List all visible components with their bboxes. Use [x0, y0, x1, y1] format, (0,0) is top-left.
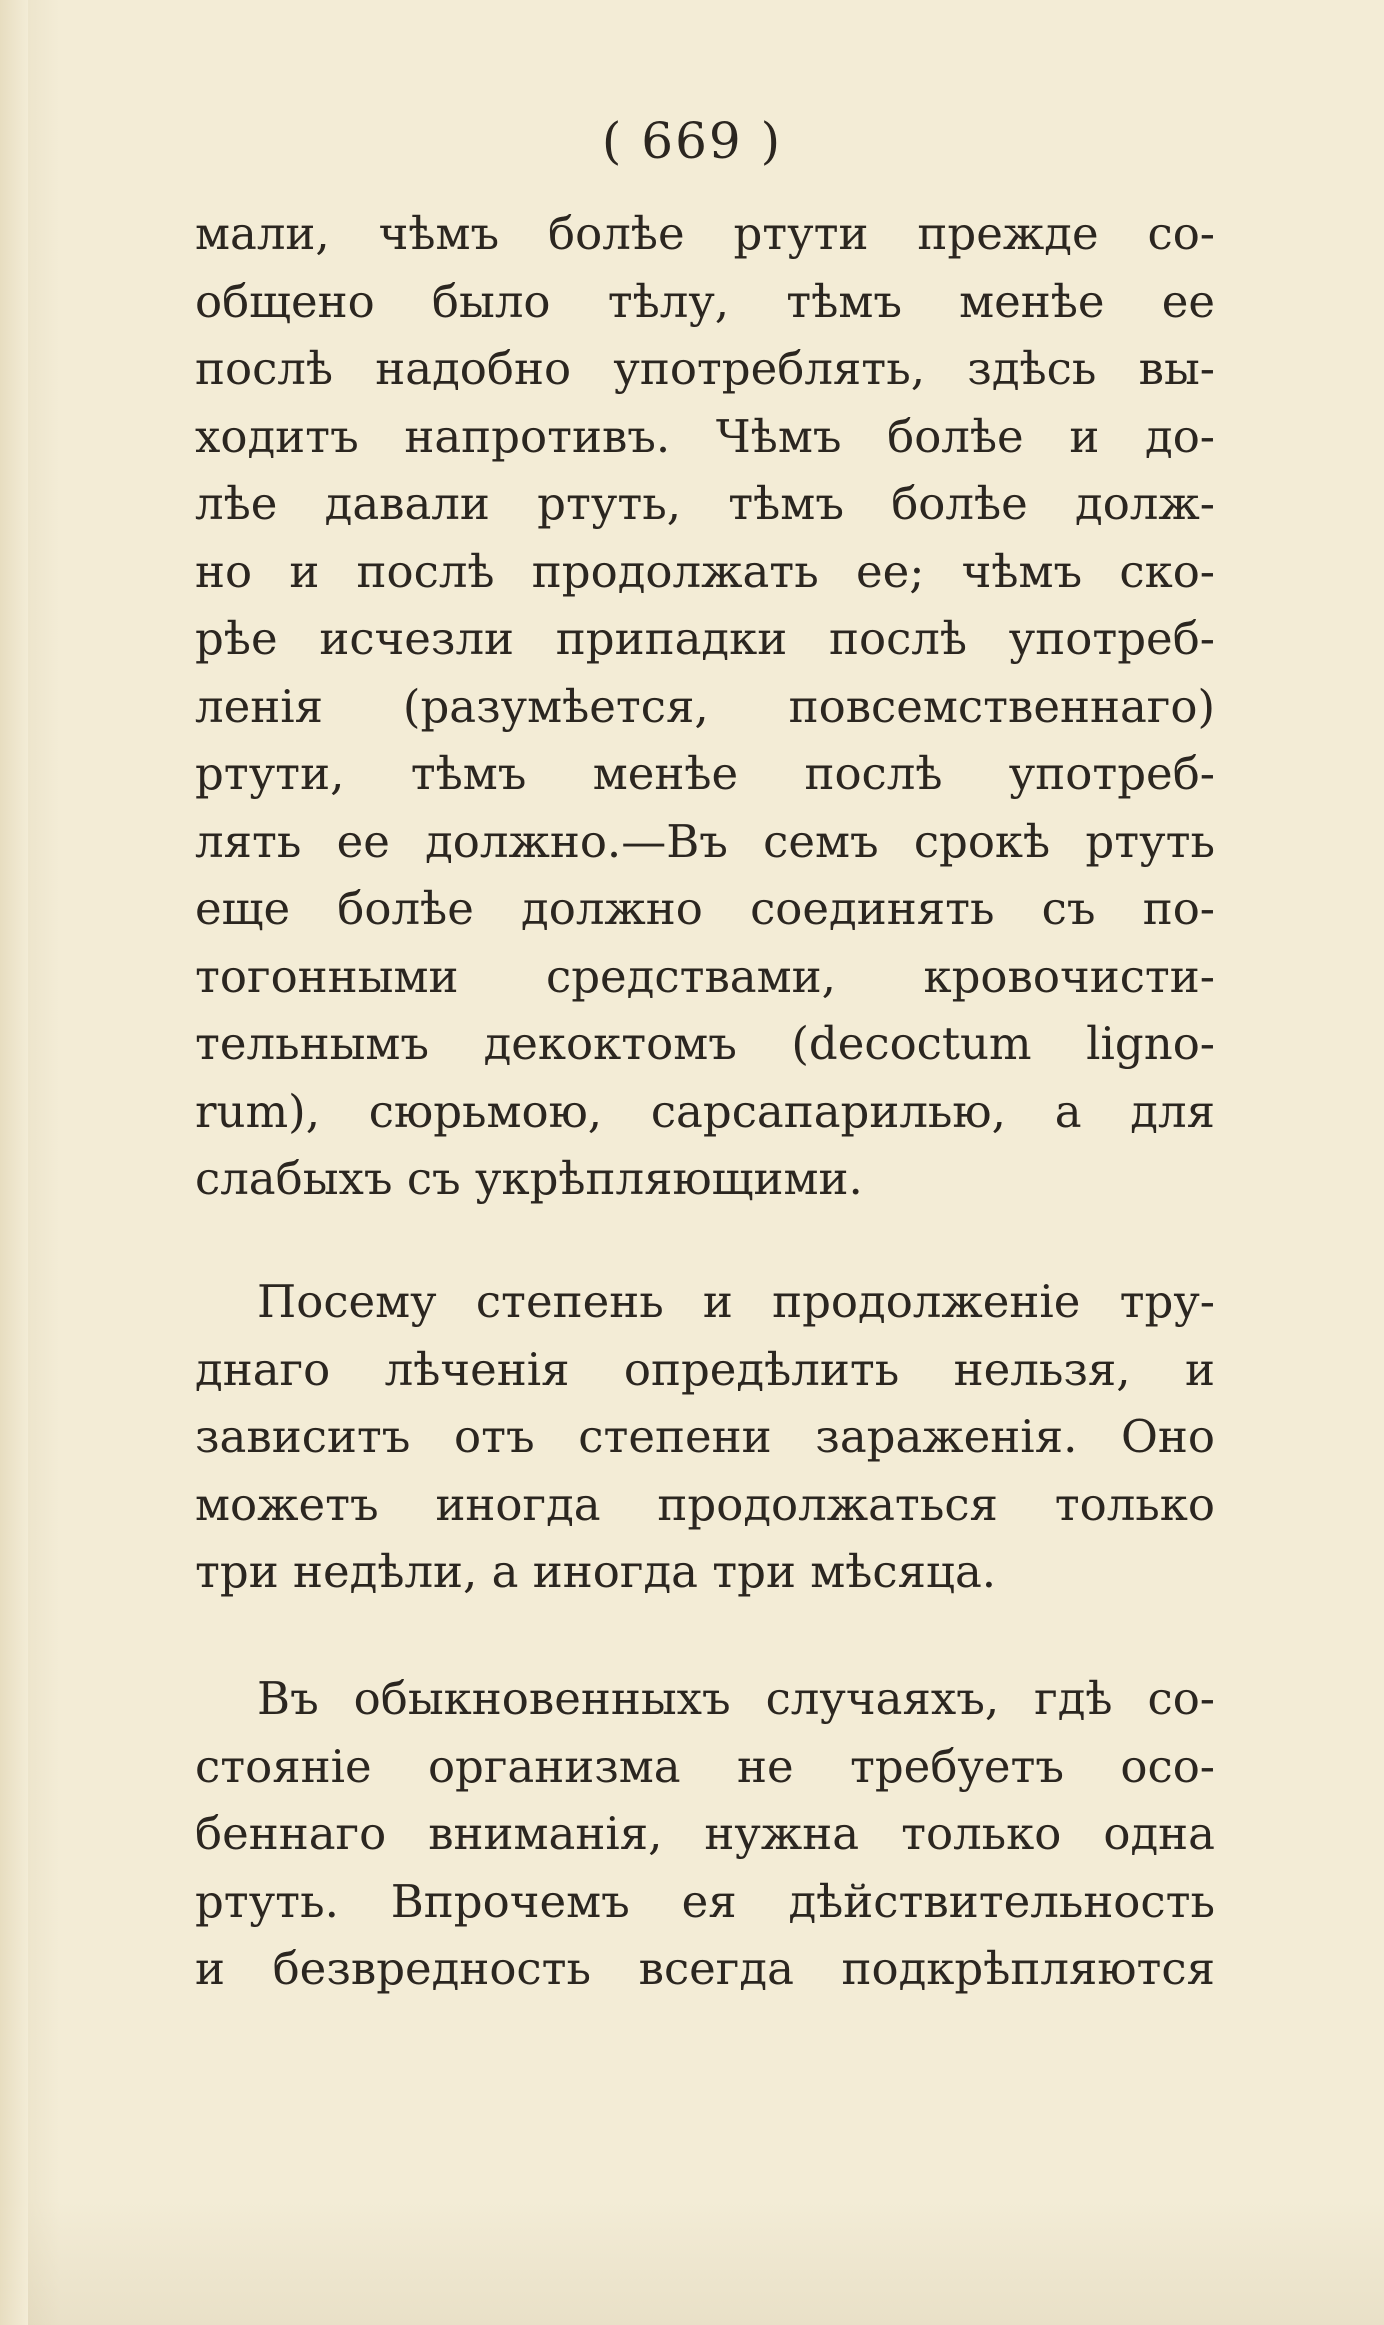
text-line: три недѣли, а иногда три мѣсяца.	[195, 1545, 997, 1598]
text-line: можетъ иногда продолжаться только	[195, 1477, 1215, 1531]
text-line: лѣе давали ртуть, тѣмъ болѣе долж-	[195, 477, 1215, 530]
text-line: рѣе исчезли припадки послѣ употреб-	[195, 612, 1215, 665]
text-line: лять ее должно.—Въ семъ срокѣ ртуть	[195, 814, 1215, 868]
text-line: днаго лѣченія опредѣлить нельзя, и	[195, 1342, 1215, 1396]
text-line: тельнымъ декоктомъ (decoctum ligno-	[195, 1017, 1215, 1070]
text-line: зависитъ отъ степени зараженія. Оно	[195, 1410, 1215, 1463]
text-line: ходитъ напротивъ. Чѣмъ болѣе и до-	[195, 409, 1215, 463]
text-line: стояніе организма не требуетъ осо-	[195, 1739, 1215, 1793]
text-line: еще болѣе должно соединять съ по-	[195, 882, 1215, 935]
text-line: rum), сюрьмою, сарсапарилью, а для	[195, 1084, 1215, 1138]
text-line: тогонными средствами, кровочисти-	[195, 949, 1215, 1003]
text-line: общено было тѣлу, тѣмъ менѣе ее	[195, 274, 1215, 328]
text-line: ртути, тѣмъ менѣе послѣ употреб-	[195, 747, 1215, 800]
text-line: беннаго вниманія, нужна только одна	[195, 1807, 1215, 1860]
page-number: ( 669 )	[601, 112, 783, 170]
paragraph-2	[195, 1268, 1215, 1606]
text-line: но и послѣ продолжать ее; чѣмъ ско-	[195, 544, 1215, 598]
paragraph-3	[195, 1665, 1215, 2003]
text-line: ленія (разумѣется, повсемственнаго)	[195, 679, 1215, 733]
page-edge	[0, 0, 28, 2325]
text-line: послѣ надобно употреблять, здѣсь вы-	[195, 342, 1215, 395]
text-line: ртуть. Впрочемъ ея дѣйствительность	[195, 1874, 1215, 1928]
text-line: Посему степень и продолженіе тру-	[257, 1275, 1215, 1328]
text-line: мали, чѣмъ болѣе ртути прежде со-	[195, 207, 1215, 260]
text-line: Въ обыкновенныхъ случаяхъ, гдѣ со-	[257, 1672, 1215, 1725]
text-line: слабыхъ съ укрѣпляющими.	[195, 1152, 863, 1205]
text-line: и безвредность всегда подкрѣпляются	[195, 1942, 1215, 1995]
paragraph-1	[195, 200, 1215, 1213]
